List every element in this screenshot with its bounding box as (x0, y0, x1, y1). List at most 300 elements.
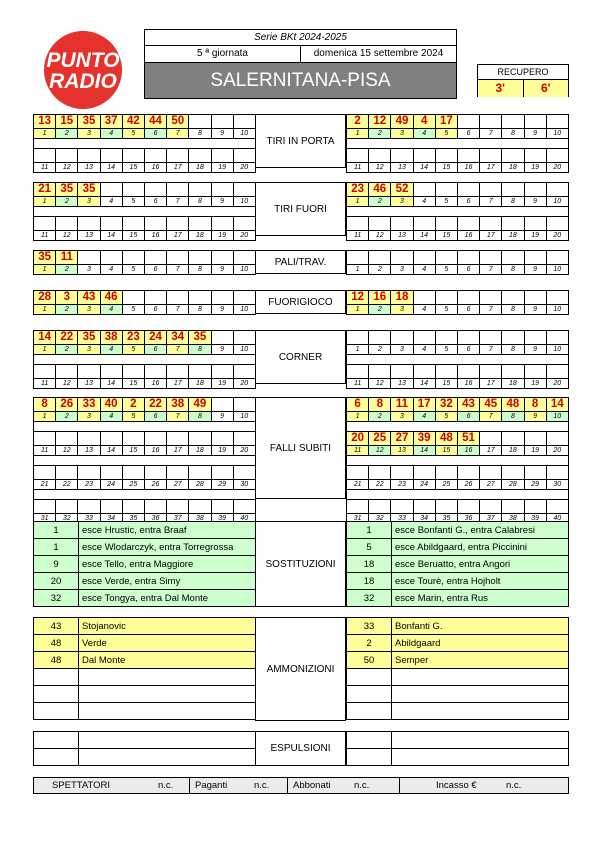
slot-number: 1 (347, 197, 369, 207)
minute-cell (435, 149, 457, 163)
spettatori-label: SPETTATORI (52, 780, 111, 791)
slot-number: 4 (100, 305, 122, 315)
slot-number: 12 (369, 231, 391, 241)
minute-cell: 8 (369, 398, 391, 412)
slot-number: 7 (480, 265, 502, 275)
minute-cell (480, 466, 502, 480)
spettatori-value: n.c. (158, 778, 190, 793)
slot-number: 14 (100, 163, 122, 173)
minute-cell (34, 432, 56, 446)
minute-cell (189, 291, 211, 305)
slot-number: 7 (167, 305, 189, 315)
minute-cell (167, 183, 189, 197)
minute-cell (502, 331, 524, 345)
slot-number: 7 (167, 265, 189, 275)
minute-cell (78, 251, 100, 265)
minute-cell: 11 (391, 398, 413, 412)
slot-number: 16 (144, 379, 166, 389)
event-minute: 9 (34, 556, 79, 573)
minute-cell (211, 365, 233, 379)
minute-cell: 21 (34, 183, 56, 197)
minute-cell (211, 183, 233, 197)
section-label: SOSTITUZIONI (255, 521, 346, 607)
slot-number: 17 (167, 379, 189, 389)
slot-number: 6 (457, 412, 479, 422)
slot-number: 3 (78, 305, 100, 315)
minute-cell (144, 217, 166, 231)
minute-cell (56, 217, 78, 231)
slot-number: 5 (435, 129, 457, 139)
minute-cell (144, 466, 166, 480)
slot-number: 5 (435, 305, 457, 315)
minute-cell: 38 (167, 398, 189, 412)
minute-cell (502, 466, 524, 480)
slot-number: 4 (100, 345, 122, 355)
event-text: esce Marin, entra Rus (392, 590, 569, 607)
slot-number: 4 (100, 129, 122, 139)
slot-number: 2 (369, 129, 391, 139)
slot-number: 4 (413, 345, 435, 355)
minute-cell: 49 (189, 398, 211, 412)
minute-cell (211, 500, 233, 514)
recupero-label: RECUPERO (478, 65, 568, 80)
slot-number: 3 (78, 197, 100, 207)
slot-number: 6 (144, 197, 166, 207)
slot-number: 16 (144, 446, 166, 456)
minute-cell (391, 217, 413, 231)
slot-number: 28 (502, 480, 524, 490)
slot-number: 14 (100, 379, 122, 389)
event-minute: 2 (347, 635, 392, 652)
slot-number: 9 (211, 129, 233, 139)
event-minute: 1 (347, 522, 392, 539)
slot-number: 11 (347, 163, 369, 173)
minute-cell (167, 365, 189, 379)
minute-cell (480, 183, 502, 197)
minute-cell: 8 (524, 398, 546, 412)
slot-number: 28 (189, 480, 211, 490)
slot-number: 10 (233, 412, 255, 422)
minute-cell (122, 432, 144, 446)
slot-number: 1 (347, 345, 369, 355)
minute-cell (233, 251, 255, 265)
slot-number: 18 (502, 231, 524, 241)
slot-number: 11 (347, 446, 369, 456)
slot-number: 9 (524, 305, 546, 315)
slot-number: 6 (457, 345, 479, 355)
minute-cell: 45 (480, 398, 502, 412)
slot-number: 19 (524, 446, 546, 456)
minute-cell (233, 217, 255, 231)
slot-number: 8 (502, 197, 524, 207)
minute-cell (435, 500, 457, 514)
slot-number: 5 (435, 197, 457, 207)
minute-cell (457, 331, 479, 345)
minute-cell (457, 149, 479, 163)
slot-number: 20 (546, 446, 568, 456)
slot-number: 3 (391, 305, 413, 315)
home-exp-list (33, 731, 256, 766)
minute-cell: 51 (457, 432, 479, 446)
slot-number: 4 (100, 412, 122, 422)
minute-cell (189, 500, 211, 514)
event-minute (347, 703, 392, 720)
event-minute (34, 686, 79, 703)
event-text: esce Abildgaard, entra Piccinini (392, 539, 569, 556)
slot-number: 1 (34, 305, 56, 315)
minute-cell (524, 500, 546, 514)
minute-cell (391, 149, 413, 163)
minute-cell (524, 115, 546, 129)
slot-number: 4 (100, 265, 122, 275)
match-header (144, 29, 457, 99)
home-subs-list (33, 521, 256, 607)
slot-number: 18 (189, 163, 211, 173)
slot-number: 4 (413, 305, 435, 315)
slot-number: 20 (546, 379, 568, 389)
event-text (79, 686, 256, 703)
minute-cell (413, 466, 435, 480)
minute-cell (78, 500, 100, 514)
minute-cell (457, 291, 479, 305)
slot-number: 15 (122, 163, 144, 173)
event-text: esce Verde, entra Simy (79, 573, 256, 590)
slot-number: 24 (100, 480, 122, 490)
slot-number: 10 (546, 197, 568, 207)
minute-cell (233, 291, 255, 305)
minute-cell (34, 149, 56, 163)
minute-cell: 14 (34, 331, 56, 345)
slot-number: 19 (211, 379, 233, 389)
slot-number: 19 (524, 231, 546, 241)
minute-cell (122, 251, 144, 265)
slot-number: 30 (233, 480, 255, 490)
slot-number: 2 (56, 305, 78, 315)
event-text: Abildgaard (392, 635, 569, 652)
slot-number: 40 (546, 514, 568, 524)
event-text: Bonfanti G. (392, 618, 569, 635)
slot-number: 3 (78, 412, 100, 422)
recupero-box (477, 64, 569, 97)
slot-number: 17 (167, 163, 189, 173)
minute-cell: 37 (100, 115, 122, 129)
match-date: domenica 15 settembre 2024 (313, 48, 444, 59)
slot-number: 16 (457, 379, 479, 389)
minute-cell (435, 251, 457, 265)
event-text (79, 669, 256, 686)
minute-cell (100, 466, 122, 480)
slot-number: 8 (502, 345, 524, 355)
slot-number: 14 (413, 379, 435, 389)
slot-number: 8 (189, 265, 211, 275)
slot-number: 4 (413, 412, 435, 422)
paganti-label: Paganti (195, 780, 228, 791)
slot-number: 9 (524, 197, 546, 207)
slot-number: 10 (233, 129, 255, 139)
minute-cell (122, 217, 144, 231)
slot-number: 29 (211, 480, 233, 490)
minute-cell (502, 432, 524, 446)
minute-cell: 22 (56, 331, 78, 345)
event-minute: 1 (34, 539, 79, 556)
abbonati-label: Abbonati (293, 780, 331, 791)
minute-cell: 46 (100, 291, 122, 305)
minute-cell (211, 432, 233, 446)
minute-cell (480, 149, 502, 163)
minute-cell: 26 (56, 398, 78, 412)
away-grid-5 (346, 397, 569, 524)
minute-cell: 35 (189, 331, 211, 345)
minute-cell (100, 149, 122, 163)
minute-cell (56, 466, 78, 480)
minute-cell (369, 331, 391, 345)
slot-number: 10 (546, 129, 568, 139)
slot-number: 5 (122, 345, 144, 355)
slot-number: 3 (78, 265, 100, 275)
slot-number: 18 (189, 446, 211, 456)
minute-cell (189, 251, 211, 265)
slot-number: 27 (480, 480, 502, 490)
minute-cell (480, 365, 502, 379)
slot-number: 20 (233, 163, 255, 173)
slot-number: 7 (167, 412, 189, 422)
minute-cell (369, 365, 391, 379)
event-minute (34, 749, 79, 766)
logo-line1: PUNTO (46, 49, 120, 72)
away-book-list (346, 617, 569, 720)
slot-number: 17 (480, 446, 502, 456)
minute-cell (546, 115, 568, 129)
minute-cell (391, 331, 413, 345)
slot-number: 2 (56, 129, 78, 139)
minute-cell: 14 (546, 398, 568, 412)
event-minute: 50 (347, 652, 392, 669)
minute-cell: 35 (78, 115, 100, 129)
slot-number: 21 (347, 480, 369, 490)
minute-cell (100, 183, 122, 197)
slot-number: 6 (144, 129, 166, 139)
slot-number: 19 (211, 446, 233, 456)
slot-number: 8 (189, 345, 211, 355)
minute-cell: 48 (502, 398, 524, 412)
minute-cell: 35 (34, 251, 56, 265)
punto-radio-logo (38, 30, 128, 110)
slot-number: 5 (122, 129, 144, 139)
slot-number: 39 (524, 514, 546, 524)
slot-number: 2 (369, 305, 391, 315)
slot-number: 21 (34, 480, 56, 490)
minute-cell (502, 183, 524, 197)
slot-number: 17 (167, 231, 189, 241)
minute-cell (391, 365, 413, 379)
slot-number: 1 (347, 265, 369, 275)
slot-number: 33 (391, 514, 413, 524)
slot-number: 8 (189, 197, 211, 207)
slot-number: 2 (56, 412, 78, 422)
minute-cell: 49 (391, 115, 413, 129)
slot-number: 11 (347, 231, 369, 241)
stat-label: TIRI FUORI (255, 182, 346, 236)
slot-number: 8 (189, 412, 211, 422)
minute-cell (144, 183, 166, 197)
slot-number: 2 (56, 265, 78, 275)
slot-number: 3 (78, 129, 100, 139)
slot-number: 1 (34, 345, 56, 355)
minute-cell (391, 466, 413, 480)
slot-number: 1 (347, 412, 369, 422)
slot-number: 3 (78, 345, 100, 355)
slot-number: 15 (435, 231, 457, 241)
minute-cell (167, 217, 189, 231)
slot-number: 39 (211, 514, 233, 524)
minute-cell (144, 500, 166, 514)
minute-cell (100, 217, 122, 231)
minute-cell (457, 365, 479, 379)
home-grid-4 (33, 330, 256, 389)
away-grid-3 (346, 290, 569, 315)
slot-number: 2 (369, 197, 391, 207)
slot-number: 12 (369, 446, 391, 456)
minute-cell (78, 432, 100, 446)
event-text (79, 749, 256, 766)
slot-number: 5 (122, 265, 144, 275)
minute-cell (189, 183, 211, 197)
slot-number: 9 (524, 345, 546, 355)
slot-number: 6 (144, 412, 166, 422)
slot-number: 20 (233, 231, 255, 241)
minute-cell (524, 217, 546, 231)
slot-number: 18 (189, 379, 211, 389)
away-grid-4 (346, 330, 569, 389)
minute-cell (480, 115, 502, 129)
home-grid-5 (33, 397, 256, 524)
event-minute: 43 (34, 618, 79, 635)
minute-cell: 39 (413, 432, 435, 446)
minute-cell (524, 251, 546, 265)
minute-cell (524, 331, 546, 345)
slot-number: 8 (502, 412, 524, 422)
minute-cell (435, 291, 457, 305)
minute-cell (435, 466, 457, 480)
slot-number: 19 (524, 163, 546, 173)
slot-number: 6 (457, 265, 479, 275)
minute-cell (34, 365, 56, 379)
minute-cell (546, 500, 568, 514)
minute-cell (457, 183, 479, 197)
home-grid-2 (33, 250, 256, 275)
slot-number: 10 (546, 412, 568, 422)
minute-cell (413, 251, 435, 265)
minute-cell (524, 466, 546, 480)
event-minute (347, 732, 392, 749)
slot-number: 3 (391, 129, 413, 139)
slot-number: 10 (546, 345, 568, 355)
event-minute: 48 (34, 652, 79, 669)
minute-cell (435, 331, 457, 345)
slot-number: 33 (78, 514, 100, 524)
event-minute: 1 (34, 522, 79, 539)
minute-cell (56, 432, 78, 446)
minute-cell (413, 331, 435, 345)
recupero-first-half: 3' (478, 80, 524, 97)
minute-cell (189, 217, 211, 231)
minute-cell (347, 251, 369, 265)
minute-cell (144, 365, 166, 379)
slot-number: 1 (34, 197, 56, 207)
minute-cell (435, 183, 457, 197)
minute-cell (480, 331, 502, 345)
slot-number: 10 (233, 265, 255, 275)
event-text: Semper (392, 652, 569, 669)
minute-cell (189, 432, 211, 446)
away-grid-0 (346, 114, 569, 173)
slot-number: 5 (435, 412, 457, 422)
minute-cell (34, 500, 56, 514)
event-text (392, 669, 569, 686)
slot-number: 15 (122, 446, 144, 456)
minute-cell (546, 149, 568, 163)
slot-number: 7 (480, 197, 502, 207)
minute-cell (167, 149, 189, 163)
slot-number: 11 (34, 446, 56, 456)
slot-number: 19 (211, 163, 233, 173)
event-minute: 20 (34, 573, 79, 590)
slot-number: 20 (546, 163, 568, 173)
minute-cell (413, 149, 435, 163)
recupero-second-half: 6' (524, 80, 569, 97)
stat-label: FUORIGIOCO (255, 290, 346, 314)
slot-number: 20 (233, 446, 255, 456)
slot-number: 22 (56, 480, 78, 490)
away-exp-list (346, 731, 569, 766)
minute-cell (546, 365, 568, 379)
minute-cell: 43 (457, 398, 479, 412)
minute-cell (233, 365, 255, 379)
minute-cell (122, 149, 144, 163)
event-text (392, 703, 569, 720)
stat-label: PALI/TRAV. (255, 250, 346, 274)
minute-cell (546, 251, 568, 265)
minute-cell (391, 251, 413, 265)
slot-number: 9 (211, 345, 233, 355)
slot-number: 7 (167, 345, 189, 355)
slot-number: 15 (435, 379, 457, 389)
minute-cell (369, 500, 391, 514)
minute-cell (211, 115, 233, 129)
slot-number: 5 (122, 412, 144, 422)
minute-cell: 8 (34, 398, 56, 412)
slot-number: 9 (211, 265, 233, 275)
minute-cell (211, 149, 233, 163)
event-text: esce Beruatto, entra Angori (392, 556, 569, 573)
minute-cell (546, 183, 568, 197)
slot-number: 13 (78, 446, 100, 456)
slot-number: 4 (413, 129, 435, 139)
minute-cell (435, 365, 457, 379)
minute-cell (347, 500, 369, 514)
minute-cell (56, 149, 78, 163)
slot-number: 10 (546, 265, 568, 275)
minute-cell (233, 398, 255, 412)
slot-number: 30 (546, 480, 568, 490)
slot-number: 20 (546, 231, 568, 241)
minute-cell (78, 466, 100, 480)
event-minute (347, 686, 392, 703)
minute-cell (413, 183, 435, 197)
minute-cell (144, 251, 166, 265)
slot-number: 15 (435, 446, 457, 456)
minute-cell (233, 466, 255, 480)
